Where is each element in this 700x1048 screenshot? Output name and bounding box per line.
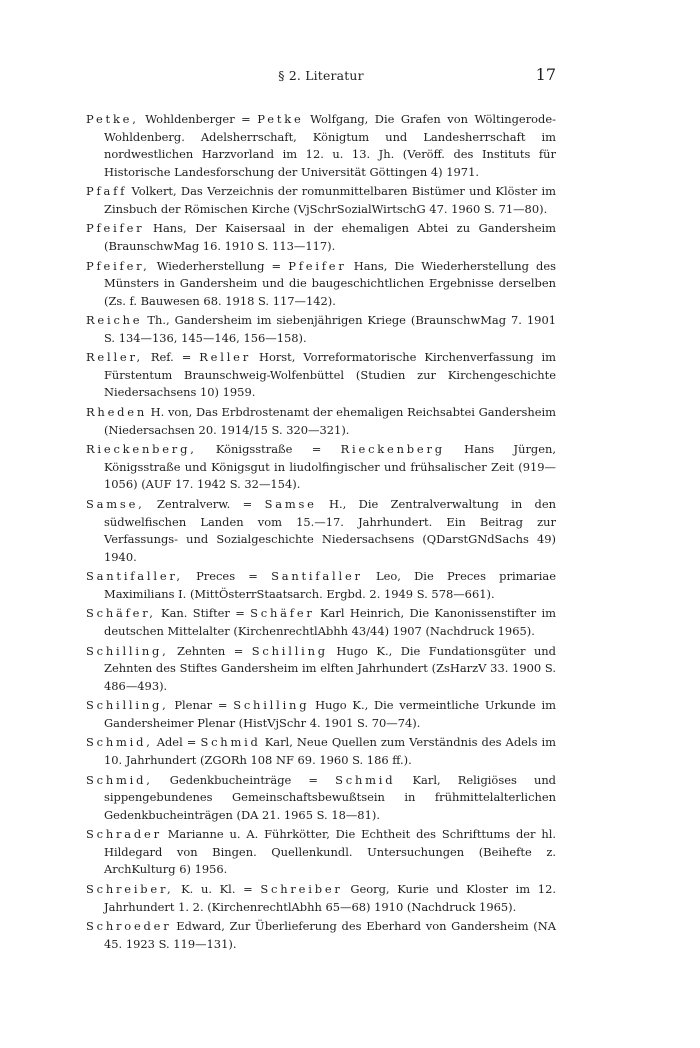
entry-key: Santifaller, [86, 569, 183, 584]
bibliography-entry [86, 734, 556, 769]
entry-text: Volkert, Das Verzeichnis der romunmittelbaren Bistümer und Klöster im Zinsbuch der Römischen Kirche (VjSchrSozialWirtschG 47. 1960 S. 71—80). [104, 184, 556, 216]
entry-key: Pfeifer, [86, 258, 150, 273]
entry-text: Karl, Religiöses und sippengebundenes Gemeinschaftsbewußtsein in frühmittelalterlichen Gedenkbucheinträgen (DA 21. 1965 S. 18—81). [104, 772, 557, 822]
running-head [86, 65, 556, 92]
entry-key: Schrader [86, 827, 162, 842]
entry-key: Schilling, [86, 643, 169, 658]
bibliography-entry [86, 441, 556, 494]
bibliography-entry [86, 349, 556, 402]
entry-text: Hans, Die Wiederherstellung des Münsters in Gandersheim und die baugeschichtlichen Ergebnisse derselben (Zs. f. Bauwesen 68. 1918 S. 117—142). [104, 258, 556, 308]
entry-short-title: K. u. Kl. = [173, 882, 261, 896]
bibliography-entry [86, 183, 556, 218]
entry-key: Samse, [86, 497, 145, 511]
entry-text: Wolfgang, Die Grafen von Wöltingerode-Wohldenberg. Adelsherrschaft, Königtum und Landesherrschaft im nordwestlichen Harzvorland im 12. u. 13. Jh. (Veröff. des Instituts für Historische Landesforschung der Universität Göttingen 4) 1971. [104, 112, 557, 179]
bibliography-entry [86, 643, 556, 696]
entry-author: Samse [264, 497, 317, 511]
bibliography-entry [86, 918, 556, 953]
entry-text: Georg, Kurie und Kloster im 12. Jahrhundert 1. 2. (KirchenrechtlAbhh 65—68) 1910 (Nachdruck 1965). [104, 882, 556, 914]
bibliography-entry [86, 772, 556, 825]
bibliography-entry [86, 312, 556, 347]
entry-short-title: Preces = [182, 569, 272, 584]
entry-author: Schmid [200, 735, 261, 750]
bibliography-entry [86, 605, 556, 640]
entry-short-title: Zentralverw. = [144, 497, 265, 511]
bibliography-entry [86, 568, 556, 603]
entry-key: Schreiber, [86, 882, 174, 896]
entry-short-title: Wohldenberger = [138, 112, 258, 126]
entry-text: Hugo K., Die Fundationsgüter und Zehnten des Stiftes Gandersheim im elften Jahrhundert (ZsHarzV 33. 1900 S. 486—493). [104, 643, 556, 693]
entry-text: Hans Jürgen, Königsstraße und Königsgut in liudolfingischer und frühsalischer Zeit (919—1056) (AUF 17. 1942 S. 32—154). [104, 442, 556, 492]
entry-text: Th., Gandersheim im siebenjährigen Kriege (BraunschwMag 7. 1901 S. 134—136, 145—146, 156—158). [104, 313, 556, 345]
bibliography-entry [86, 881, 556, 916]
entry-text: Karl, Neue Quellen zum Verständnis des Adels im 10. Jahrhundert (ZGORh 108 NF 69. 1960 S. 186 ff.). [104, 735, 556, 767]
bibliography-list [86, 111, 556, 955]
section-title: § 2. Literatur [278, 68, 364, 83]
entry-text: Edward, Zur Überlieferung des Eberhard von Gandersheim (NA 45. 1923 S. 119—131). [104, 919, 556, 951]
entry-text: Hugo K., Die vermeintliche Urkunde im Gandersheimer Plenar (HistVjSchr 4. 1901 S. 70—74). [104, 698, 556, 730]
bibliography-entry [86, 826, 556, 879]
entry-author: Rieckenberg [340, 442, 445, 457]
entry-key: Schmid, [86, 772, 153, 787]
entry-short-title: Gedenkbucheinträge = [152, 772, 336, 787]
entry-text: Horst, Vorreformatorische Kirchenverfassung im Fürstentum Braunschweig-Wolfenbüttel (Studien zur Kirchengeschichte Niedersachsens 10) 1959. [104, 350, 556, 400]
entry-short-title: Wiederherstellung = [149, 258, 289, 273]
entry-author: Schäfer [250, 606, 315, 621]
bibliography-entry [86, 220, 556, 255]
bibliography-entry [86, 111, 556, 181]
entry-text: H., Die Zentralverwaltung in den südwelfischen Landen vom 15.—17. Jahrhundert. Ein Beitrag zur Verfassungs- und Sozialgeschichte Niedersachsens (QDarstGNdSachs 49) 1940. [104, 497, 556, 564]
entry-short-title: Königsstraße = [196, 442, 341, 457]
entry-key: Schmid, [86, 735, 153, 750]
entry-key: Schroeder [86, 919, 172, 934]
bibliography-entry [86, 404, 556, 439]
entry-author: Pfeifer [288, 258, 347, 273]
entry-author: Schilling [251, 643, 328, 658]
bibliography-entry [86, 697, 556, 732]
entry-text: Karl Heinrich, Die Kanonissenstifter im deutschen Mittelalter (KirchenrechtlAbhh 43/44) 1907 (Nachdruck 1965). [104, 606, 556, 638]
entry-author: Schilling [233, 698, 310, 713]
entry-key: Schäfer, [86, 606, 156, 621]
page-number: 17 [535, 65, 556, 84]
entry-author: Santifaller [271, 569, 363, 584]
entry-short-title: Zehnten = [168, 643, 252, 658]
entry-author: Schmid [335, 772, 396, 787]
entry-text: H. von, Das Erbdrostenamt der ehemaligen Reichsabtei Gandersheim (Niedersachsen 20. 1914/15 S. 320—321). [104, 405, 556, 437]
entry-text: Leo, Die Preces primariae Maximilians I. (MittÖsterrStaatsarch. Ergbd. 2. 1949 S. 578—661). [104, 569, 556, 601]
entry-key: Petke, [86, 112, 139, 126]
bibliography-entry [86, 496, 556, 566]
entry-key: Rheden [86, 405, 148, 420]
entry-author: Petke [257, 112, 304, 126]
entry-key: Rieckenberg, [86, 442, 197, 457]
entry-key: Reiche [86, 313, 143, 328]
entry-key: Pfeifer [86, 221, 145, 236]
entry-text: Marianne u. A. Führkötter, Die Echtheit des Schrifttums der hl. Hildegard von Bingen. Quellenkundl. Untersuchungen (Beihefte z. ArchKulturg 6) 1956. [104, 827, 556, 877]
entry-text: Hans, Der Kaisersaal in der ehemaligen Abtei zu Gandersheim (BraunschwMag 16. 1910 S. 113—117). [104, 221, 556, 253]
entry-author: Reller [199, 350, 251, 365]
entry-key: Reller, [86, 350, 143, 365]
entry-short-title: Ref. = [142, 350, 200, 365]
entry-key: Schilling, [86, 698, 169, 713]
bibliography-entry [86, 258, 556, 311]
entry-short-title: Plenar = [168, 698, 234, 713]
entry-short-title: Kan. Stifter = [155, 606, 251, 621]
entry-short-title: Adel = [152, 735, 201, 750]
entry-author: Schreiber [260, 882, 343, 896]
entry-key: Pfaff [86, 184, 128, 199]
